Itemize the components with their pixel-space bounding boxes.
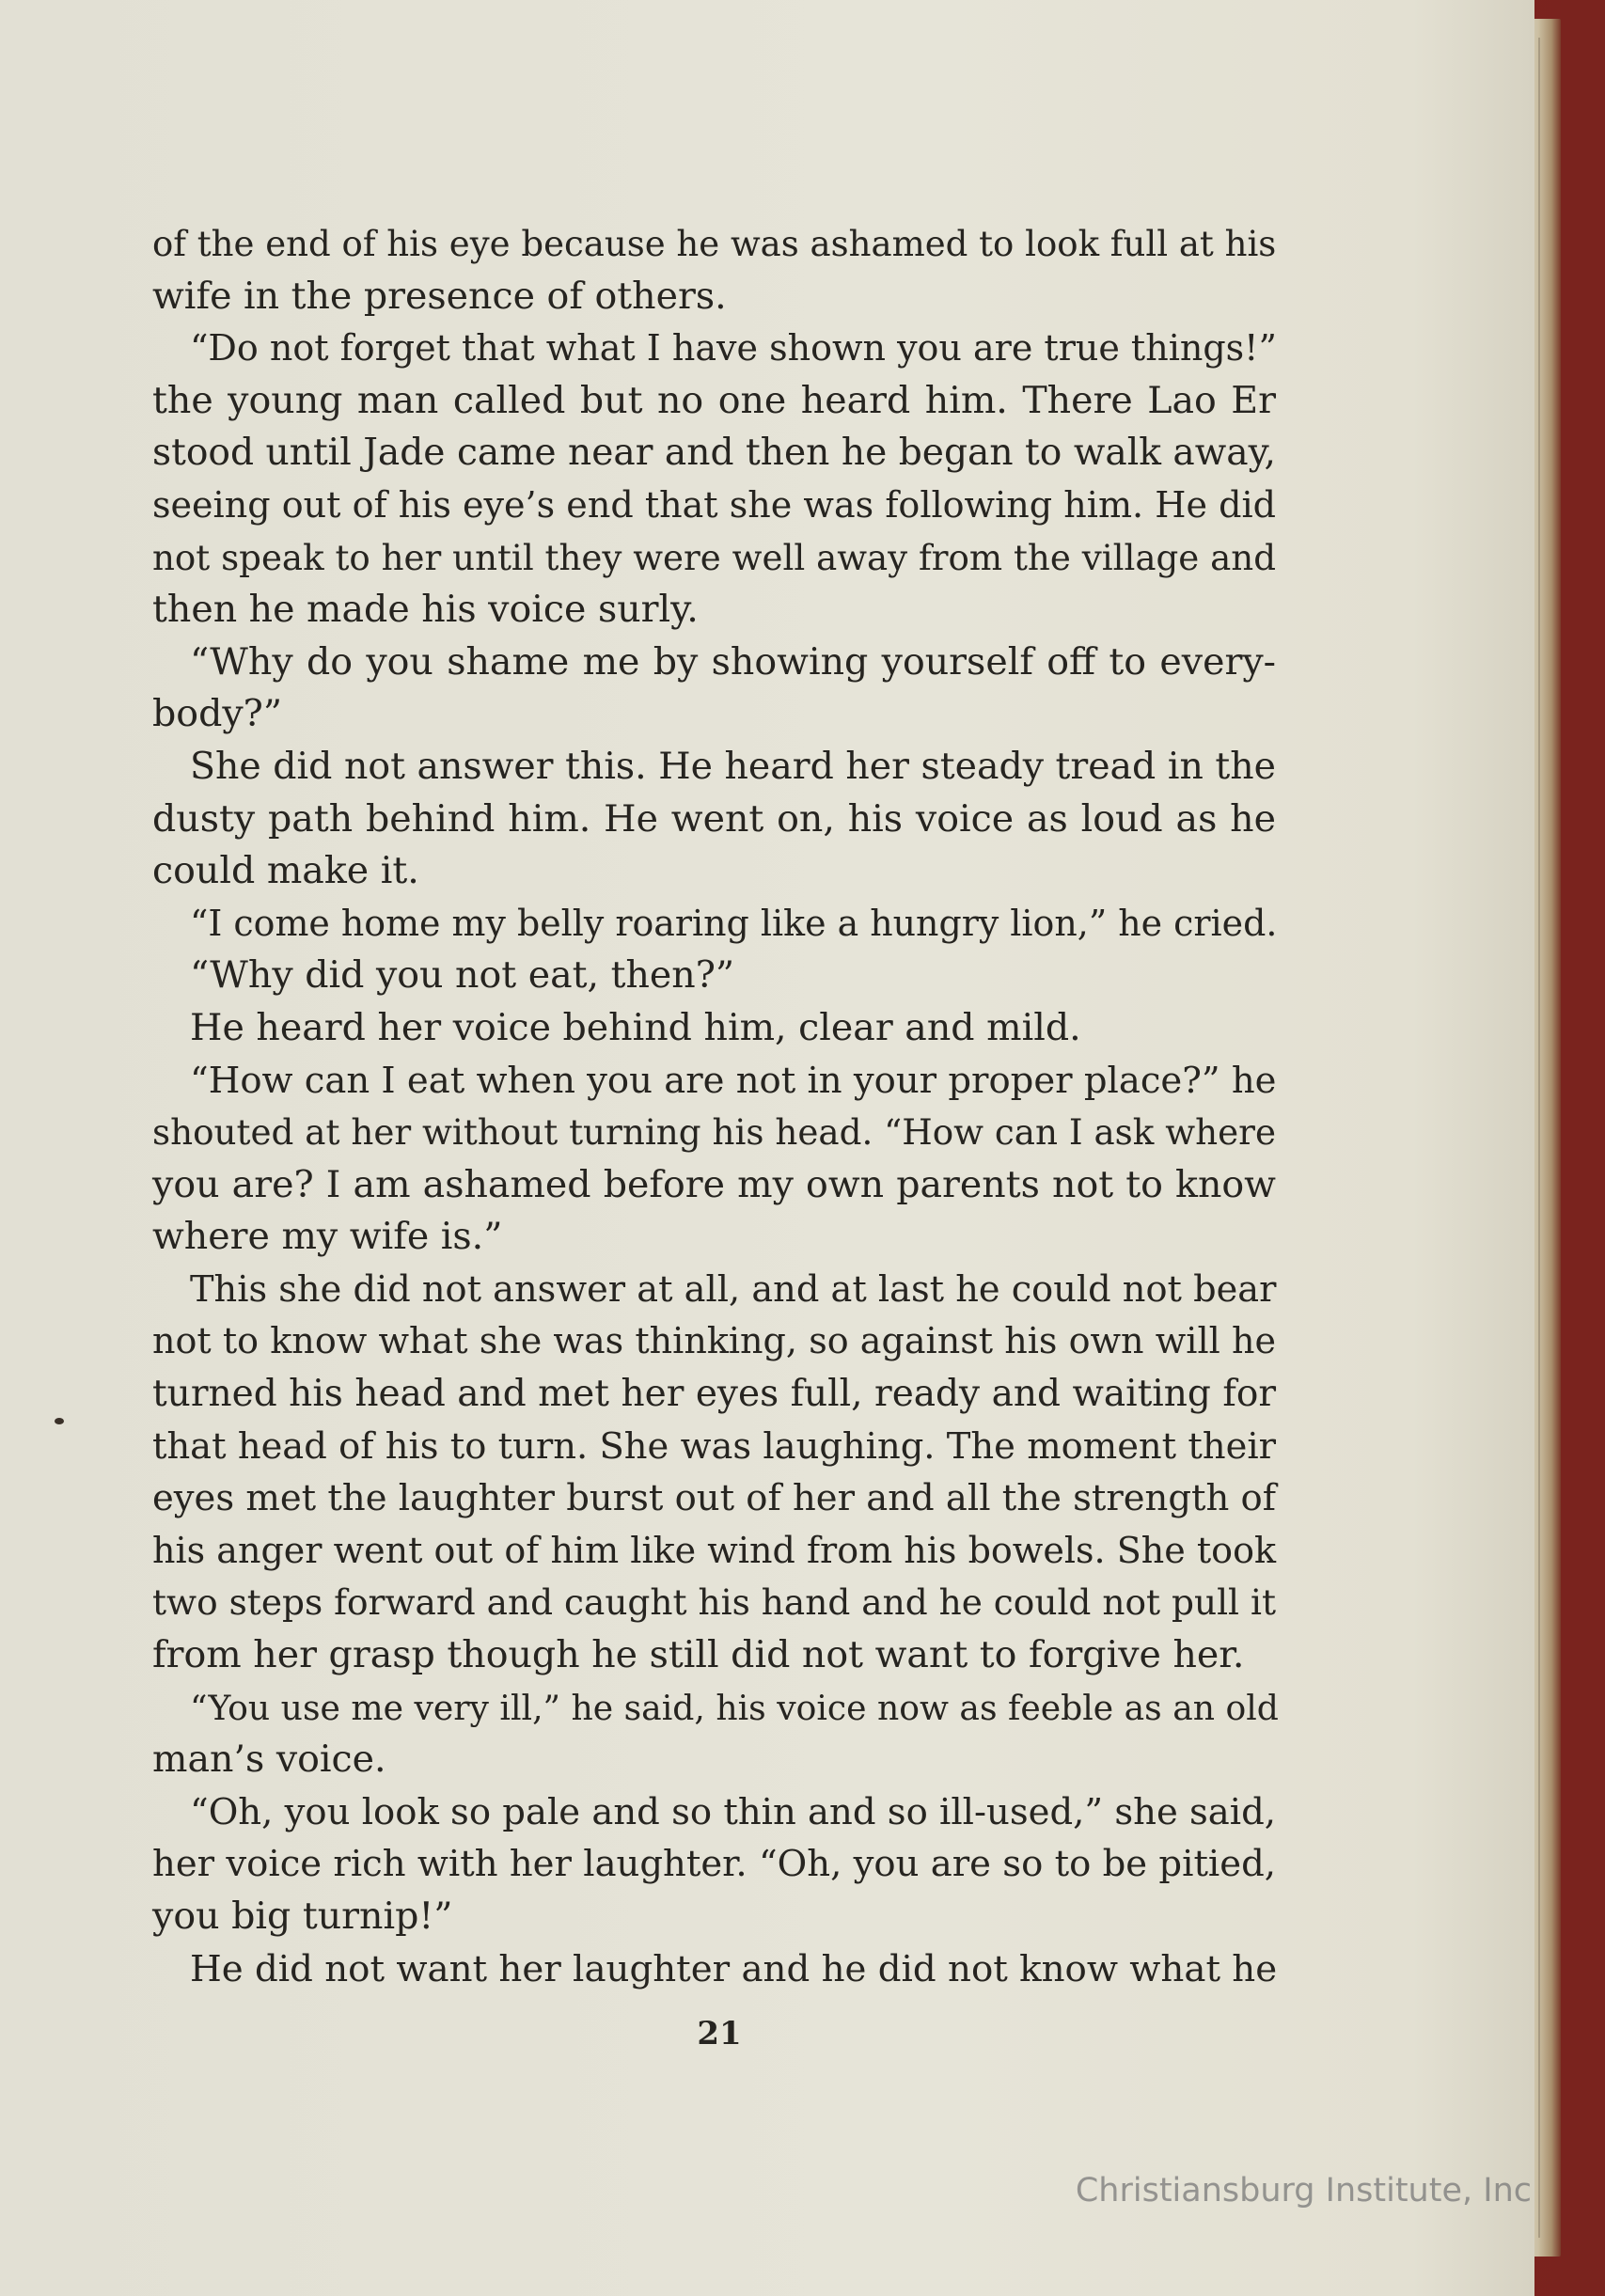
text-line: wife in the presence of others. — [152, 274, 727, 318]
body-text — [152, 218, 1279, 1995]
text-line: “I come home my belly roaring like a hungry lion,” he cried. — [190, 902, 1278, 944]
text-line: turned his head and met her eyes full, ready and waiting for — [152, 1373, 1276, 1416]
ink-speck — [55, 1418, 64, 1424]
text-line: dusty path behind him. He went on, his voice as loud as he — [152, 796, 1276, 841]
text-line: from her grasp though he still did not want to forgive her. — [152, 1633, 1245, 1677]
text-line: two steps forward and caught his hand and he could not pull it — [152, 1581, 1276, 1624]
text-line: his anger went out of him like wind from his bowels. She took — [152, 1529, 1276, 1571]
text-line: then he made his voice surly. — [152, 588, 699, 632]
text-line: seeing out of his eye’s end that she was following him. He did — [152, 483, 1276, 526]
text-line: that head of his to turn. She was laughing. The moment their — [152, 1424, 1276, 1468]
text-line: He did not want her laughter and he did not know what he — [190, 1947, 1278, 1990]
text-line: “Oh, you look so pale and so thin and so ill-used,” she said, — [190, 1790, 1277, 1833]
text-line: eyes met the laughter burst out of her and all the strength of — [152, 1477, 1276, 1520]
text-line: stood until Jade came near and then he began to walk away, — [152, 432, 1276, 475]
text-line: She did not answer this. He heard her steady tread in the — [190, 744, 1276, 788]
text-line: body?” — [152, 692, 283, 736]
text-line: “Why do you shame me by showing yourself off to every- — [190, 639, 1276, 684]
text-line: shouted at her without turning his head. “How can I ask where — [152, 1111, 1276, 1154]
text-line: of the end of his eye because he was ashamed to look full at his — [152, 224, 1277, 264]
page-edge-line — [1538, 38, 1540, 2238]
text-line: “How can I eat when you are not in your proper place?” he — [190, 1059, 1277, 1102]
text-line: “You use me very ill,” he said, his voice now as feeble as an old — [190, 1687, 1279, 1728]
text-line: “Do not forget that what I have shown you are true things!” — [190, 327, 1277, 370]
text-line: you big turnip!” — [152, 1895, 453, 1938]
text-line: not speak to her until they were well away from the village and — [152, 537, 1276, 578]
text-line: He heard her voice behind him, clear and mild. — [190, 1005, 1081, 1049]
text-line: the young man called but no one heard him. There Lao Er — [152, 378, 1276, 422]
text-line: you are? I am ashamed before my own parents not to know — [152, 1162, 1276, 1206]
text-line: could make it. — [152, 849, 419, 893]
page-number: 21 — [697, 2015, 742, 2052]
text-line: not to know what she was thinking, so against his own will he — [152, 1320, 1276, 1362]
text-line: “Why did you not eat, then?” — [190, 953, 735, 998]
text-line: her voice rich with her laughter. “Oh, you are so to be pitied, — [152, 1843, 1276, 1886]
watermark-text: Christiansburg Institute, Inc — [1075, 2172, 1532, 2210]
text-line: This she did not answer at all, and at last he could not bear — [190, 1267, 1277, 1311]
text-line: where my wife is.” — [152, 1215, 503, 1259]
text-line: man’s voice. — [152, 1738, 386, 1782]
